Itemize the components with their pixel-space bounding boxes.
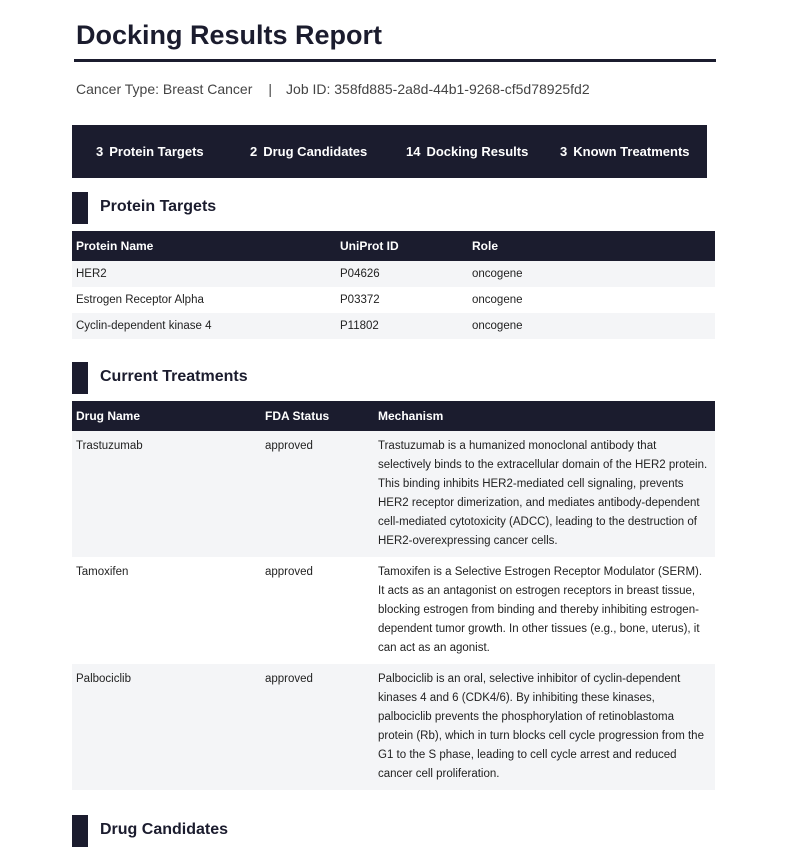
drug-name: Trastuzumab: [76, 440, 143, 452]
fda-status: approved: [265, 673, 313, 685]
stat-label: Docking Results: [426, 144, 529, 159]
section-title: Current Treatments: [100, 368, 248, 385]
column-header: Protein Name: [72, 231, 336, 261]
column-header: UniProt ID: [336, 231, 468, 261]
table-row: [72, 557, 715, 664]
protein-targets-table: [72, 231, 715, 339]
uniprot-id: P03372: [340, 294, 380, 306]
section-title: Drug Candidates: [100, 821, 229, 838]
mechanism: Tamoxifen is a Selective Estrogen Receptor Modulator (SERM). It acts as an antagonist on estrogen receptors in breast tissue, blocking estrogen from binding and thereby inhibiting estrogen-dependent tumor growth. In other tissues (e.g., bone, uterus), it can act as an agonist.: [378, 566, 703, 654]
section-title: Protein Targets: [100, 198, 217, 215]
table-row: [72, 261, 715, 287]
column-header: Drug Name: [72, 401, 261, 431]
title-divider: [74, 59, 716, 62]
mechanism: Trastuzumab is a humanized monoclonal antibody that selectively binds to the extracellular domain of the HER2 protein. This binding inhibits HER2-mediated cell signaling, prevents HER2 receptor dimerization, and mediates antibody-dependent cell-mediated cytotoxicity (ADCC), leading to the destruction of HER2-overexpressing cancer cells.: [378, 440, 708, 547]
stat-value: 2: [250, 144, 258, 159]
stat-drug-candidates: [250, 144, 367, 159]
fda-status: approved: [265, 566, 313, 578]
stat-value: 14: [406, 144, 421, 159]
stat-label: Known Treatments: [573, 144, 690, 159]
protein-role: oncogene: [472, 320, 523, 332]
stat-docking-results: [406, 144, 528, 159]
drug-name: Palbociclib: [76, 673, 131, 685]
cancer-type: Cancer Type: Breast Cancer: [76, 81, 253, 97]
protein-name: Estrogen Receptor Alpha: [76, 294, 204, 306]
table-row: [72, 313, 715, 339]
report-title: Docking Results Report: [76, 20, 383, 50]
meta-separator: |: [268, 81, 273, 97]
job-id: Job ID: 358fd885-2a8d-44b1-9268-cf5d78925fd2: [286, 81, 590, 97]
table-row: [72, 287, 715, 313]
uniprot-id: P11802: [340, 320, 379, 332]
stat-protein-targets: [96, 144, 204, 159]
uniprot-id: P04626: [340, 268, 380, 280]
table-row: [72, 431, 715, 557]
stat-label: Protein Targets: [109, 144, 204, 159]
column-header: Role: [468, 231, 715, 261]
mechanism: Palbociclib is an oral, selective inhibitor of cyclin-dependent kinases 4 and 6 (CDK4/6). By inhibiting these kinases, palbociclib prevents the phosphorylation of retinoblastoma protein (Rb), which in turn blocks cell cycle progression from the G1 to the S phase, leading to cell cycle arrest and reduced cancer cell proliferation.: [378, 673, 704, 780]
table-header-row: [72, 401, 715, 431]
drug-name: Tamoxifen: [76, 566, 129, 578]
section-marker: [72, 815, 88, 847]
column-header: FDA Status: [261, 401, 374, 431]
protein-name: HER2: [76, 268, 107, 280]
summary-stats-bar: [72, 125, 707, 178]
stat-known-treatments: [560, 144, 690, 159]
section-marker: [72, 192, 88, 224]
stat-value: 3: [560, 144, 568, 159]
column-header: Mechanism: [374, 401, 715, 431]
current-treatments-table: [72, 401, 715, 790]
protein-role: oncogene: [472, 294, 523, 306]
report-meta: [76, 81, 590, 97]
table-header-row: [72, 231, 715, 261]
protein-name: Cyclin-dependent kinase 4: [76, 320, 212, 332]
stat-value: 3: [96, 144, 104, 159]
protein-role: oncogene: [472, 268, 523, 280]
table-row: [72, 664, 715, 790]
stat-label: Drug Candidates: [263, 144, 368, 159]
fda-status: approved: [265, 440, 313, 452]
section-marker: [72, 362, 88, 394]
